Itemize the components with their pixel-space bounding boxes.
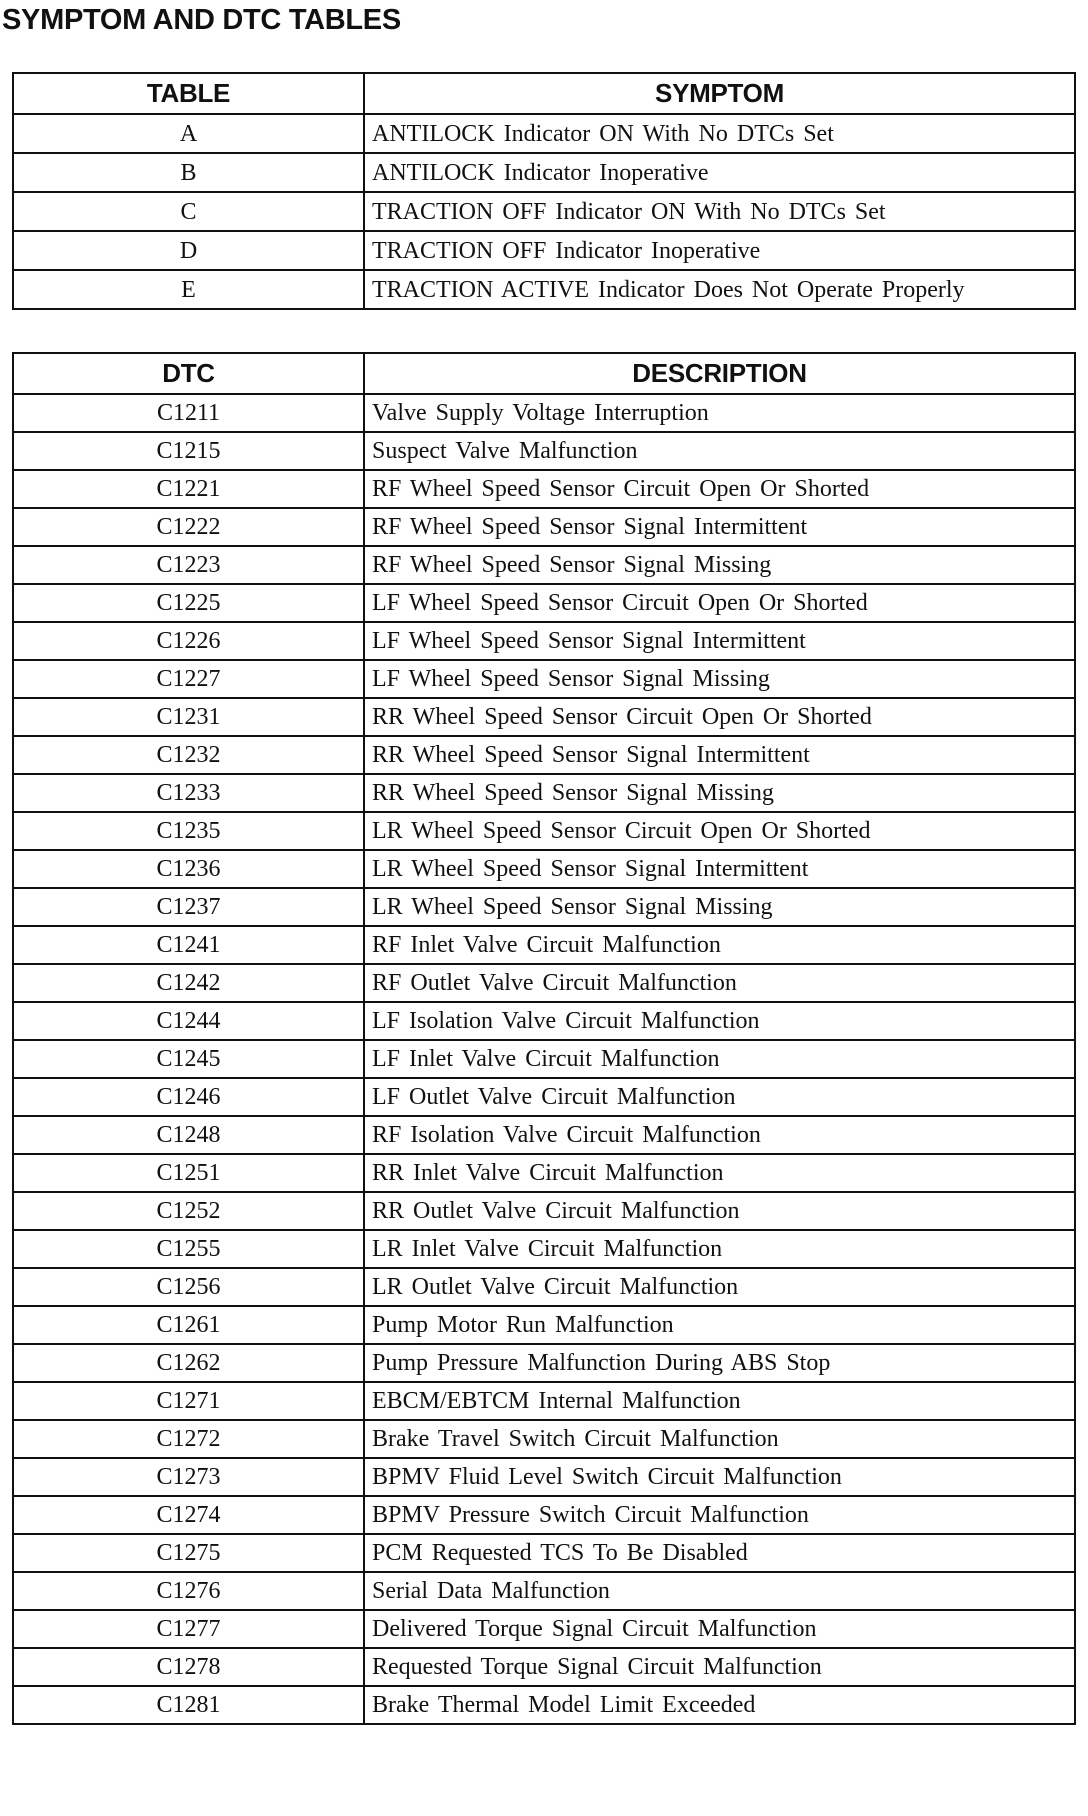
- table-row: [13, 1420, 1075, 1458]
- table-row: [13, 546, 1075, 584]
- dtc-code-cell: C1274: [13, 1496, 364, 1534]
- dtc-code-cell: C1222: [13, 508, 364, 546]
- dtc-description-cell: RR Wheel Speed Sensor Signal Intermittent: [364, 736, 1075, 774]
- table-row: [13, 153, 1075, 192]
- dtc-code-cell: C1261: [13, 1306, 364, 1344]
- table-row: [13, 622, 1075, 660]
- dtc-code-cell: C1246: [13, 1078, 364, 1116]
- column-header-description: DESCRIPTION: [364, 353, 1075, 394]
- dtc-code-cell: C1237: [13, 888, 364, 926]
- dtc-code-cell: C1275: [13, 1534, 364, 1572]
- symptom-description-cell: TRACTION OFF Indicator ON With No DTCs Set: [364, 192, 1075, 231]
- dtc-code-cell: C1281: [13, 1686, 364, 1724]
- table-row: [13, 774, 1075, 812]
- symptom-description-cell: TRACTION OFF Indicator Inoperative: [364, 231, 1075, 270]
- symptom-description-cell: ANTILOCK Indicator Inoperative: [364, 153, 1075, 192]
- table-row: [13, 812, 1075, 850]
- dtc-code-cell: C1242: [13, 964, 364, 1002]
- dtc-description-cell: RR Outlet Valve Circuit Malfunction: [364, 1192, 1075, 1230]
- table-row: [13, 470, 1075, 508]
- dtc-description-cell: LF Inlet Valve Circuit Malfunction: [364, 1040, 1075, 1078]
- dtc-description-cell: RR Wheel Speed Sensor Signal Missing: [364, 774, 1075, 812]
- dtc-code-cell: C1276: [13, 1572, 364, 1610]
- table-row: [13, 1610, 1075, 1648]
- dtc-description-cell: LR Inlet Valve Circuit Malfunction: [364, 1230, 1075, 1268]
- table-row: [13, 1648, 1075, 1686]
- dtc-code-cell: C1251: [13, 1154, 364, 1192]
- dtc-code-cell: C1231: [13, 698, 364, 736]
- dtc-code-cell: C1221: [13, 470, 364, 508]
- table-row: [13, 736, 1075, 774]
- table-row: [13, 698, 1075, 736]
- dtc-description-cell: Delivered Torque Signal Circuit Malfunction: [364, 1610, 1075, 1648]
- table-row: [13, 114, 1075, 153]
- dtc-code-cell: C1227: [13, 660, 364, 698]
- dtc-description-cell: LR Wheel Speed Sensor Circuit Open Or Shorted: [364, 812, 1075, 850]
- dtc-description-cell: LR Wheel Speed Sensor Signal Intermittent: [364, 850, 1075, 888]
- dtc-code-cell: C1236: [13, 850, 364, 888]
- table-row: [13, 964, 1075, 1002]
- dtc-code-cell: C1252: [13, 1192, 364, 1230]
- table-row: [13, 1382, 1075, 1420]
- table-row: [13, 1154, 1075, 1192]
- symptom-description-cell: ANTILOCK Indicator ON With No DTCs Set: [364, 114, 1075, 153]
- symptom-table: [12, 72, 1076, 310]
- table-row: [13, 1268, 1075, 1306]
- table-row: [13, 1572, 1075, 1610]
- symptom-table-code-cell: B: [13, 153, 364, 192]
- dtc-description-cell: BPMV Pressure Switch Circuit Malfunction: [364, 1496, 1075, 1534]
- page-title: SYMPTOM AND DTC TABLES: [2, 4, 401, 36]
- dtc-description-cell: Valve Supply Voltage Interruption: [364, 394, 1075, 432]
- dtc-description-cell: LR Outlet Valve Circuit Malfunction: [364, 1268, 1075, 1306]
- dtc-code-cell: C1273: [13, 1458, 364, 1496]
- dtc-code-cell: C1241: [13, 926, 364, 964]
- table-row: [13, 1116, 1075, 1154]
- dtc-code-cell: C1244: [13, 1002, 364, 1040]
- dtc-description-cell: Suspect Valve Malfunction: [364, 432, 1075, 470]
- table-row: [13, 394, 1075, 432]
- dtc-code-cell: C1233: [13, 774, 364, 812]
- dtc-code-cell: C1232: [13, 736, 364, 774]
- dtc-description-cell: Requested Torque Signal Circuit Malfunction: [364, 1648, 1075, 1686]
- table-row: [13, 508, 1075, 546]
- symptom-table-code-cell: C: [13, 192, 364, 231]
- table-row: [13, 1306, 1075, 1344]
- dtc-description-cell: Pump Motor Run Malfunction: [364, 1306, 1075, 1344]
- table-header-row: [13, 353, 1075, 394]
- dtc-description-cell: LF Wheel Speed Sensor Circuit Open Or Shorted: [364, 584, 1075, 622]
- table-row: [13, 584, 1075, 622]
- table-row: [13, 926, 1075, 964]
- symptom-table-code-cell: E: [13, 270, 364, 309]
- dtc-description-cell: PCM Requested TCS To Be Disabled: [364, 1534, 1075, 1572]
- table-row: [13, 270, 1075, 309]
- table-row: [13, 1496, 1075, 1534]
- dtc-description-cell: RF Outlet Valve Circuit Malfunction: [364, 964, 1075, 1002]
- symptom-table-code-cell: A: [13, 114, 364, 153]
- dtc-code-cell: C1278: [13, 1648, 364, 1686]
- dtc-description-cell: Brake Thermal Model Limit Exceeded: [364, 1686, 1075, 1724]
- dtc-description-cell: LR Wheel Speed Sensor Signal Missing: [364, 888, 1075, 926]
- column-header-dtc: DTC: [13, 353, 364, 394]
- dtc-description-cell: LF Outlet Valve Circuit Malfunction: [364, 1078, 1075, 1116]
- table-row: [13, 231, 1075, 270]
- column-header-symptom: SYMPTOM: [364, 73, 1075, 114]
- dtc-description-cell: LF Isolation Valve Circuit Malfunction: [364, 1002, 1075, 1040]
- dtc-table: [12, 352, 1076, 1725]
- symptom-description-cell: TRACTION ACTIVE Indicator Does Not Operate Properly: [364, 270, 1075, 309]
- table-row: [13, 1192, 1075, 1230]
- dtc-description-cell: Pump Pressure Malfunction During ABS Stop: [364, 1344, 1075, 1382]
- table-row: [13, 1458, 1075, 1496]
- dtc-description-cell: BPMV Fluid Level Switch Circuit Malfunction: [364, 1458, 1075, 1496]
- dtc-code-cell: C1235: [13, 812, 364, 850]
- table-row: [13, 888, 1075, 926]
- table-row: [13, 1230, 1075, 1268]
- dtc-code-cell: C1255: [13, 1230, 364, 1268]
- table-row: [13, 192, 1075, 231]
- dtc-code-cell: C1225: [13, 584, 364, 622]
- dtc-code-cell: C1277: [13, 1610, 364, 1648]
- table-row: [13, 1040, 1075, 1078]
- column-header-table: TABLE: [13, 73, 364, 114]
- dtc-code-cell: C1262: [13, 1344, 364, 1382]
- table-row: [13, 850, 1075, 888]
- dtc-description-cell: RR Inlet Valve Circuit Malfunction: [364, 1154, 1075, 1192]
- dtc-description-cell: RF Isolation Valve Circuit Malfunction: [364, 1116, 1075, 1154]
- dtc-code-cell: C1215: [13, 432, 364, 470]
- dtc-code-cell: C1223: [13, 546, 364, 584]
- dtc-description-cell: EBCM/EBTCM Internal Malfunction: [364, 1382, 1075, 1420]
- table-row: [13, 1344, 1075, 1382]
- dtc-description-cell: LF Wheel Speed Sensor Signal Missing: [364, 660, 1075, 698]
- table-row: [13, 660, 1075, 698]
- dtc-table-body: [13, 394, 1075, 1724]
- symptom-table-code-cell: D: [13, 231, 364, 270]
- dtc-description-cell: RF Wheel Speed Sensor Signal Intermittent: [364, 508, 1075, 546]
- dtc-description-cell: RF Wheel Speed Sensor Signal Missing: [364, 546, 1075, 584]
- dtc-code-cell: C1271: [13, 1382, 364, 1420]
- table-row: [13, 432, 1075, 470]
- dtc-description-cell: Serial Data Malfunction: [364, 1572, 1075, 1610]
- dtc-description-cell: RF Wheel Speed Sensor Circuit Open Or Shorted: [364, 470, 1075, 508]
- table-row: [13, 1078, 1075, 1116]
- dtc-description-cell: RR Wheel Speed Sensor Circuit Open Or Shorted: [364, 698, 1075, 736]
- dtc-code-cell: C1272: [13, 1420, 364, 1458]
- table-row: [13, 1534, 1075, 1572]
- table-row: [13, 1686, 1075, 1724]
- dtc-code-cell: C1226: [13, 622, 364, 660]
- dtc-description-cell: LF Wheel Speed Sensor Signal Intermittent: [364, 622, 1075, 660]
- dtc-code-cell: C1245: [13, 1040, 364, 1078]
- dtc-description-cell: Brake Travel Switch Circuit Malfunction: [364, 1420, 1075, 1458]
- dtc-description-cell: RF Inlet Valve Circuit Malfunction: [364, 926, 1075, 964]
- table-header-row: [13, 73, 1075, 114]
- dtc-code-cell: C1256: [13, 1268, 364, 1306]
- dtc-code-cell: C1248: [13, 1116, 364, 1154]
- symptom-table-body: [13, 114, 1075, 309]
- dtc-code-cell: C1211: [13, 394, 364, 432]
- table-row: [13, 1002, 1075, 1040]
